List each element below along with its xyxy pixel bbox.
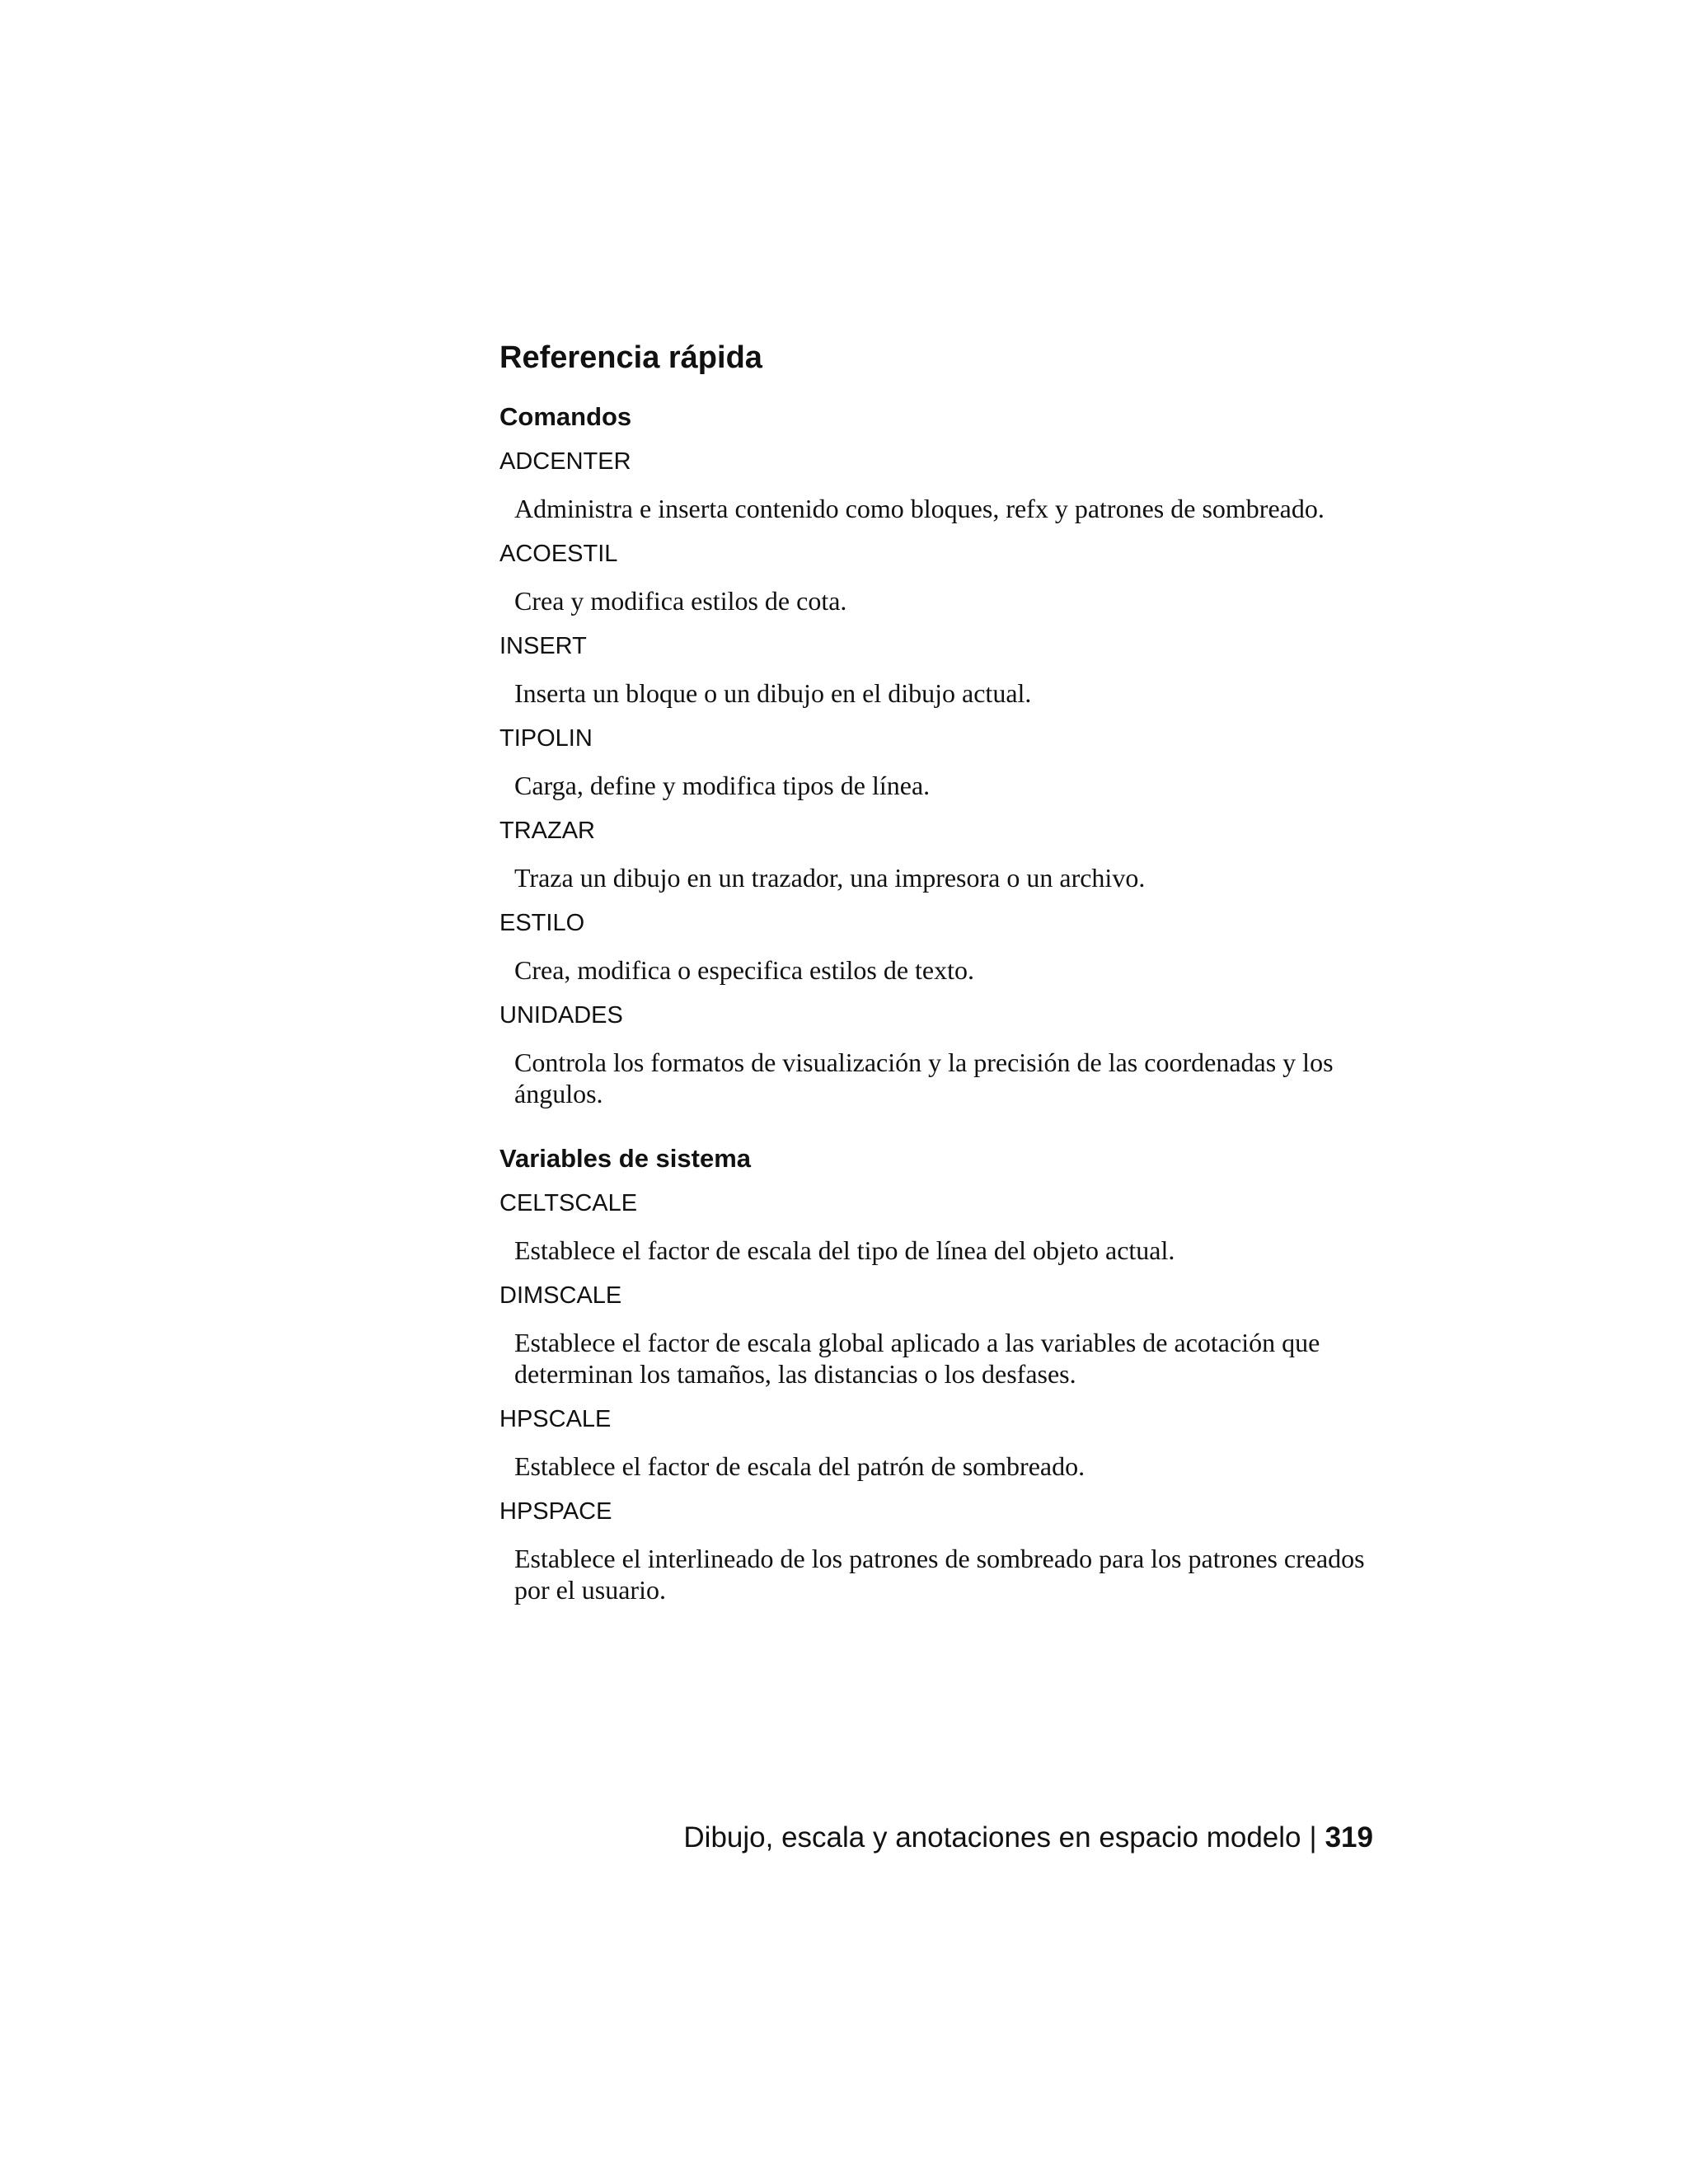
page-content — [499, 338, 1373, 1619]
entry-term: ADCENTER — [499, 448, 631, 475]
page-number: 319 — [1325, 1821, 1373, 1854]
section-system-variables — [499, 1142, 1373, 1605]
footer-chapter-title: Dibujo, escala y anotaciones en espacio modelo — [683, 1821, 1301, 1854]
entry-trazar — [499, 814, 1373, 893]
entry-dimscale — [499, 1279, 1373, 1390]
entry-term: HPSCALE — [499, 1406, 612, 1432]
entry-description: Establece el factor de escala del patrón de sombreado. — [514, 1451, 1085, 1481]
entry-term: DIMSCALE — [499, 1282, 622, 1309]
entry-description: Traza un dibujo en un trazador, una impresora o un archivo. — [514, 863, 1146, 893]
footer-separator: | — [1309, 1821, 1317, 1854]
entry-description: Crea, modifica o especifica estilos de texto. — [514, 955, 975, 985]
entry-unidades — [499, 999, 1373, 1109]
entry-term: TRAZAR — [499, 818, 595, 844]
section-heading: Comandos — [499, 402, 632, 431]
entry-term: CELTSCALE — [499, 1190, 638, 1216]
entry-description: Establece el factor de escala global aplicado a las variables de acotación que determinan los tamaños, las distancias o los desfases. — [514, 1328, 1320, 1389]
entry-celtscale — [499, 1187, 1373, 1266]
entry-hpspace — [499, 1495, 1373, 1605]
entry-description: Carga, define y modifica tipos de línea. — [514, 771, 931, 800]
page-title: Referencia rápida — [499, 340, 762, 375]
entry-description: Administra e inserta contenido como bloques, refx y patrones de sombreado. — [514, 494, 1325, 523]
entry-term: HPSPACE — [499, 1498, 612, 1525]
entry-estilo — [499, 907, 1373, 986]
entry-description: Controla los formatos de visualización y la precisión de las coordenadas y los ángulos. — [514, 1047, 1334, 1108]
entry-term: INSERT — [499, 633, 587, 659]
entry-description: Crea y modifica estilos de cota. — [514, 586, 847, 616]
entry-hpscale — [499, 1403, 1373, 1482]
entry-term: ESTILO — [499, 910, 585, 936]
entry-term: TIPOLIN — [499, 725, 593, 752]
entry-description: Inserta un bloque o un dibujo en el dibujo actual. — [514, 678, 1032, 708]
entry-term: UNIDADES — [499, 1002, 623, 1029]
entry-description: Establece el factor de escala del tipo de línea del objeto actual. — [514, 1235, 1175, 1265]
entry-acoestil — [499, 537, 1373, 616]
entry-term: ACOESTIL — [499, 541, 618, 567]
section-commands — [499, 401, 1373, 1109]
entry-insert — [499, 630, 1373, 709]
section-heading: Variables de sistema — [499, 1144, 752, 1173]
entry-tipolin — [499, 722, 1373, 801]
page-footer — [683, 1820, 1373, 1856]
entry-adcenter — [499, 445, 1373, 524]
entry-description: Establece el interlineado de los patrones de sombreado para los patrones creados por el usuario. — [514, 1544, 1365, 1605]
